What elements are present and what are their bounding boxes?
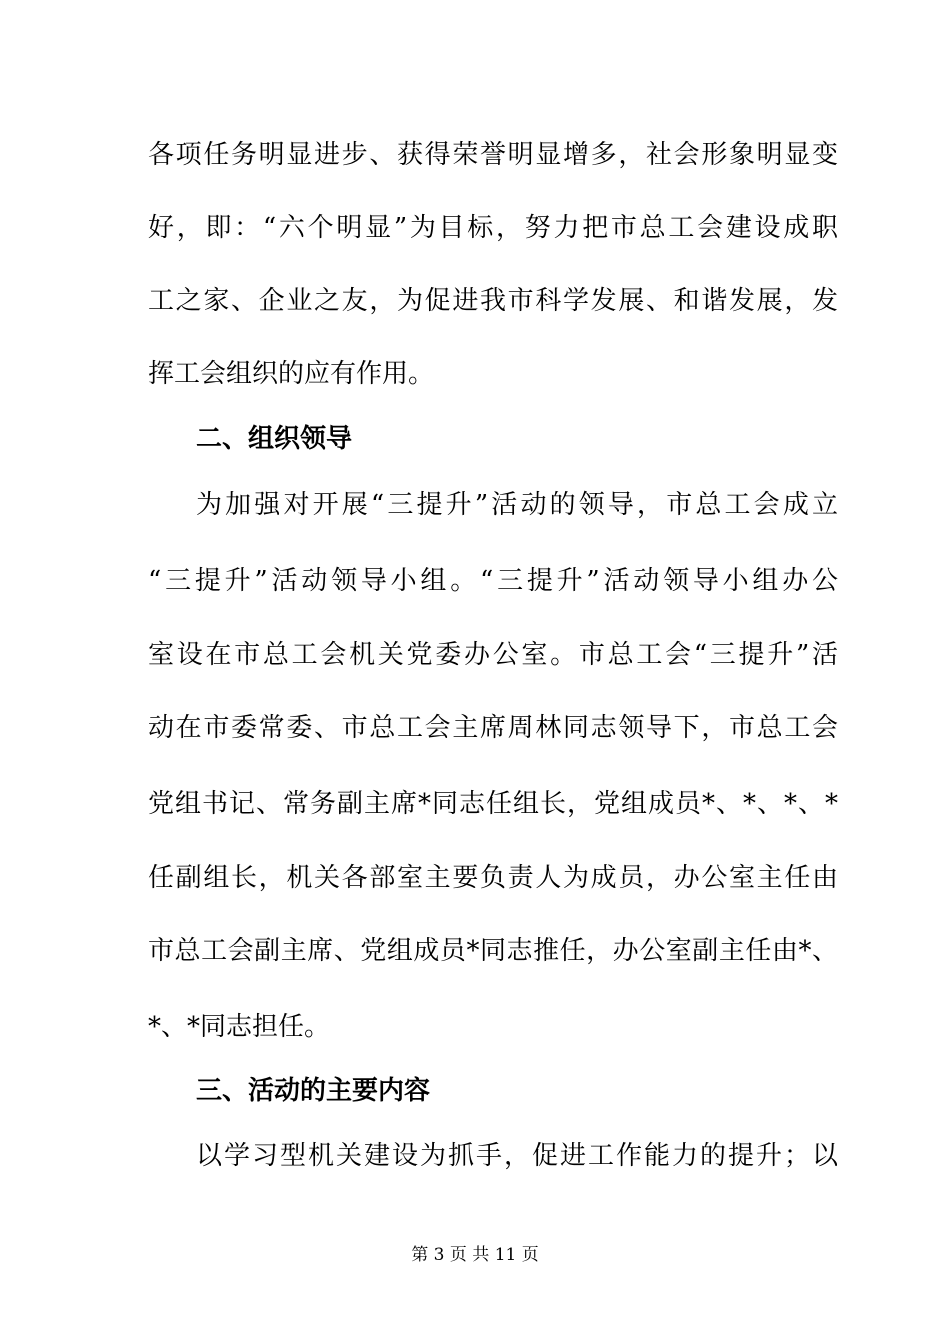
- paragraph-line: 任副组长，机关各部室主要负责人为成员，办公室主任由: [148, 863, 838, 893]
- paragraph-line: 市总工会副主席、党组成员*同志推任，办公室副主任由*、: [148, 936, 838, 966]
- paragraph-line: 党组书记、常务副主席*同志任组长，党组成员*、*、*、*: [148, 789, 838, 819]
- paragraph-line: 动在市委常委、市总工会主席周林同志领导下，市总工会: [148, 713, 838, 743]
- paragraph-line: 工之家、企业之友，为促进我市科学发展、和谐发展，发: [148, 286, 838, 316]
- paragraph-line: 挥工会组织的应有作用。: [148, 359, 435, 389]
- paragraph-line: 为加强对开展“三提升”活动的领导，市总工会成立: [196, 490, 838, 520]
- paragraph-line: *、*同志担任。: [148, 1012, 331, 1042]
- paragraph-line: 以学习型机关建设为抓手，促进工作能力的提升；以: [196, 1141, 838, 1171]
- section-heading: 二、组织领导: [196, 424, 353, 454]
- paragraph-line: 各项任务明显进步、获得荣誉明显增多，社会形象明显变: [148, 140, 838, 170]
- page-number-footer: 第 3 页 共 11 页: [411, 1245, 539, 1265]
- paragraph-line: “三提升”活动领导小组。“三提升”活动领导小组办公: [148, 566, 838, 596]
- paragraph-line: 室设在市总工会机关党委办公室。市总工会“三提升”活: [148, 640, 838, 670]
- paragraph-line: 好，即：“六个明显”为目标，努力把市总工会建设成职: [148, 213, 838, 243]
- section-heading: 三、活动的主要内容: [196, 1076, 431, 1106]
